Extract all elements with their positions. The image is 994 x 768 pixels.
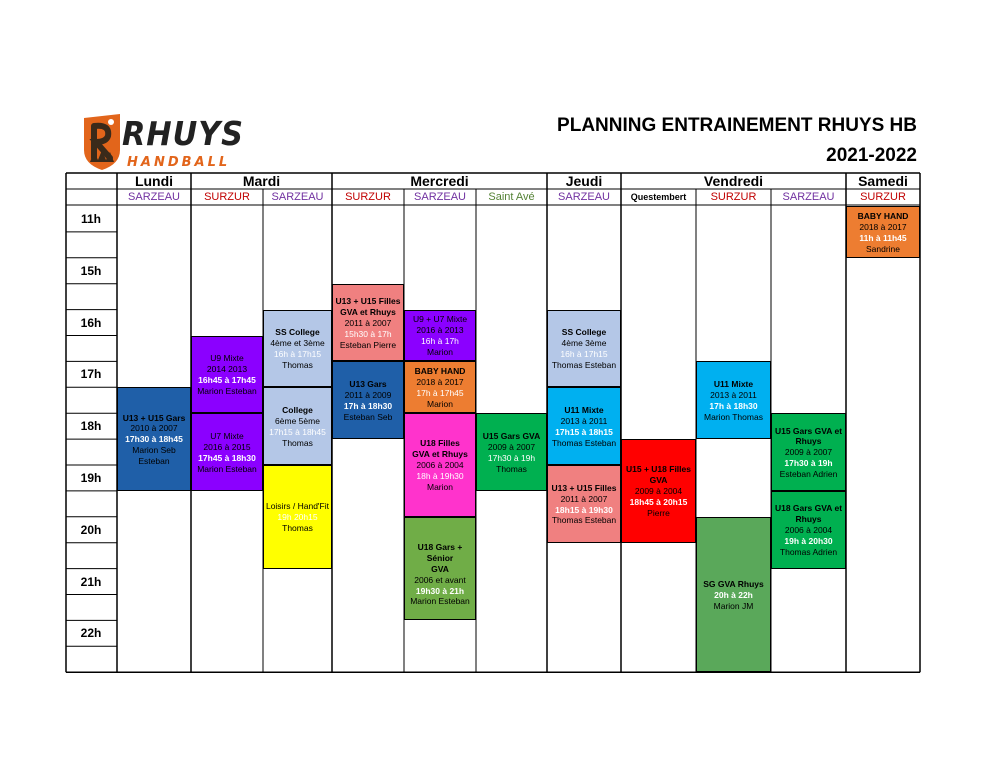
training-session-17 [696,361,771,439]
session-text-line: Sandrine [865,243,901,254]
session-text-line: Thomas [282,360,313,371]
session-text-line: 2006 et avant [414,574,466,585]
day-header-vendredi: Vendredi [703,173,764,189]
session-text-line: 2011 à 2007 [344,317,392,328]
session-text-line: 2011 à 2009 [344,390,392,401]
session-text-line: GVA et Rhuys [412,449,468,460]
training-session-18 [696,517,771,672]
training-session-9 [404,361,476,413]
session-text-line: 2009 à 2007 [784,447,833,458]
session-text-line: Esteban Pierre [339,339,397,350]
training-session-2 [191,413,263,491]
location-header-1: SURZUR [204,191,250,203]
session-text-line: Marion [427,347,453,358]
session-text-line: Rhuys [795,436,822,447]
location-header-2: SARZEAU [271,191,324,203]
session-text-line: Marion [427,481,453,492]
hour-label-16h: 16h [80,315,102,330]
session-text-line: Thomas Esteban [551,360,617,371]
session-text-line: 2013 à 2011 [710,390,757,401]
hour-label-15h: 15h [80,263,102,278]
location-header-5: Saint Avé [488,191,535,203]
location-header-9: SARZEAU [782,191,835,203]
session-text-line: Pierre [647,507,670,518]
session-text-line: Esteban Adrien [779,469,838,480]
session-text-line: U7 Mixte [210,431,244,442]
session-text-line: Thomas [282,523,313,534]
session-text-line: U11 Mixte [713,379,754,390]
hour-label-21h: 21h [80,574,102,589]
location-header-8: SURZUR [710,191,757,203]
hour-label-17h: 17h [80,367,102,382]
session-text-line: Marion Esteban [410,596,470,607]
session-text-line: 17h à 17h45 [416,388,464,399]
session-text-line: College [282,405,313,416]
hour-label-18h: 18h [80,419,102,434]
training-session-15 [547,465,621,543]
training-session-1 [191,336,263,414]
session-text-line: Esteban Seb [343,411,393,422]
training-session-21 [846,206,920,258]
session-text-line: GVA [431,563,449,574]
session-text-line: Marion Thomas [704,411,763,422]
training-session-6 [332,284,404,362]
session-text-line: U18 Gars GVA et [774,503,843,514]
session-text-line: Marion [427,398,453,409]
session-text-line: U9 + U7 Mixte [412,314,468,325]
logo-name: RHUYS [122,114,244,153]
page-title: PLANNING ENTRAINEMENT RHUYS HB [557,115,917,136]
session-text-line: SG GVA Rhuys [703,578,764,589]
day-header-mercredi: Mercredi [410,173,469,189]
training-session-3 [263,310,332,388]
training-session-11 [404,517,476,621]
training-session-5 [263,465,332,569]
hour-label-19h: 19h [80,471,102,485]
session-text-line: Loisirs / Hand'Fit [265,501,330,512]
session-text-line: 17h45 à 18h30 [198,452,256,463]
hour-label-20h: 20h [80,522,102,537]
session-text-line: 19h 20h15 [277,512,318,523]
session-text-line: 19h à 20h30 [784,535,833,546]
session-text-line: U18 Gars + Sénior [417,542,463,563]
session-text-line: BABY HAND [857,210,909,221]
session-text-line: 16h à 17h15 [560,349,608,360]
training-session-12 [476,413,547,491]
logo-subtext: HANDBALL [127,155,231,170]
season-label: 2021-2022 [826,145,917,166]
session-text-line: 17h30 à 19h [784,458,833,469]
session-text-line: 16h à 17h15 [273,349,322,360]
day-header-jeudi: Jeudi [565,173,603,189]
session-text-line: U13 + U15 Gars [122,412,186,423]
training-session-8 [404,310,476,362]
session-text-line: 18h15 à 19h30 [555,504,613,515]
session-text-line: U13 Gars [349,379,387,390]
location-header-4: SARZEAU [414,191,466,203]
session-text-line: 17h à 18h30 [709,400,758,411]
session-text-line: 17h à 18h30 [343,400,393,411]
session-text-line: GVA et Rhuys [340,306,396,317]
session-text-line: 2006 à 2004 [784,524,833,535]
location-header-0: SARZEAU [128,191,180,203]
session-text-line: Rhuys [795,514,822,525]
session-text-line: 2016 à 2015 [203,441,251,452]
training-session-13 [547,310,621,388]
session-text-line: Marion JM [713,600,754,611]
location-header-6: SARZEAU [558,191,610,203]
session-text-line: Marion Esteban [197,463,257,474]
session-text-line: Marion Esteban [197,385,257,396]
session-text-line: U15 Gars GVA et [774,425,843,436]
day-header-mardi: Mardi [242,173,281,189]
session-text-line: Thomas Esteban [551,437,617,448]
session-text-line: GVA [649,475,668,486]
location-header-3: SURZUR [345,191,391,203]
training-session-7 [332,361,404,439]
location-header-7: Questembert [630,192,687,202]
session-text-line: 17h30 à 18h45 [125,434,183,445]
training-session-4 [263,387,332,465]
hour-label-11h: 11h [80,212,101,226]
session-text-line: U15 Gars GVA [482,431,541,442]
session-text-line: 2018 à 2017 [859,221,907,232]
session-text-line: 17h15 à 18h15 [555,426,613,437]
session-text-line: 2013 à 2011 [560,416,608,427]
training-session-16 [621,439,696,543]
training-session-14 [547,387,621,465]
session-text-line: U13 + U15 Filles [335,296,401,307]
session-text-line: 16h à 17h [421,336,459,347]
session-text-line: 17h15 à 18h45 [269,426,326,437]
session-text-line: Thomas Esteban [551,515,617,526]
session-text-line: 18h45 à 20h15 [629,497,688,508]
session-text-line: 4ème et 3ème [270,338,325,349]
session-text-line: 16h45 à 17h45 [198,375,256,386]
training-session-0 [117,387,191,491]
session-text-line: BABY HAND [414,366,466,377]
day-header-samedi: Samedi [858,173,908,189]
session-text-line: Thomas Adrien [779,546,838,557]
session-text-line: 15h30 à 17h [344,328,392,339]
hour-label-22h: 22h [80,626,102,641]
training-session-10 [404,413,476,517]
session-text-line: 2010 à 2007 [130,423,178,434]
session-text-line: U9 Mixte [210,353,244,364]
session-text-line: U15 + U18 Filles [626,464,691,475]
location-header-10: SURZUR [860,191,906,203]
session-text-line: 2016 à 2013 [416,325,464,336]
session-text-line: SS College [561,327,607,338]
session-text-line: 4ème 3ème [561,338,607,349]
session-text-line: Thomas [282,437,313,448]
session-text-line: 2018 à 2017 [416,377,464,388]
training-session-19 [771,413,846,491]
session-text-line: Marion Seb [132,445,176,456]
training-session-20 [771,491,846,569]
day-header-lundi: Lundi [134,173,174,189]
session-text-line: 2009 à 2007 [487,441,536,452]
session-text-line: Esteban [138,456,170,467]
session-text-line: U11 Mixte [564,405,604,416]
session-text-line: 17h30 à 19h [487,452,536,463]
session-text-line: 11h à 11h45 [859,232,907,243]
session-text-line: 18h à 19h30 [416,471,464,482]
session-text-line: 2006 à 2004 [416,460,464,471]
session-text-line: U18 Filles [420,438,460,449]
session-text-line: 19h30 à 21h [415,585,465,596]
session-text-line: 2009 à 2004 [634,486,683,497]
session-text-line: U13 + U15 Filles [551,482,617,493]
session-text-line: 2014 2013 [206,364,248,375]
session-text-line: 6ème 5ème [275,416,320,427]
session-text-line: 2011 à 2007 [560,493,608,504]
session-text-line: SS College [275,327,320,338]
session-text-line: Thomas [496,463,527,474]
session-text-line: 20h à 22h [714,589,753,600]
